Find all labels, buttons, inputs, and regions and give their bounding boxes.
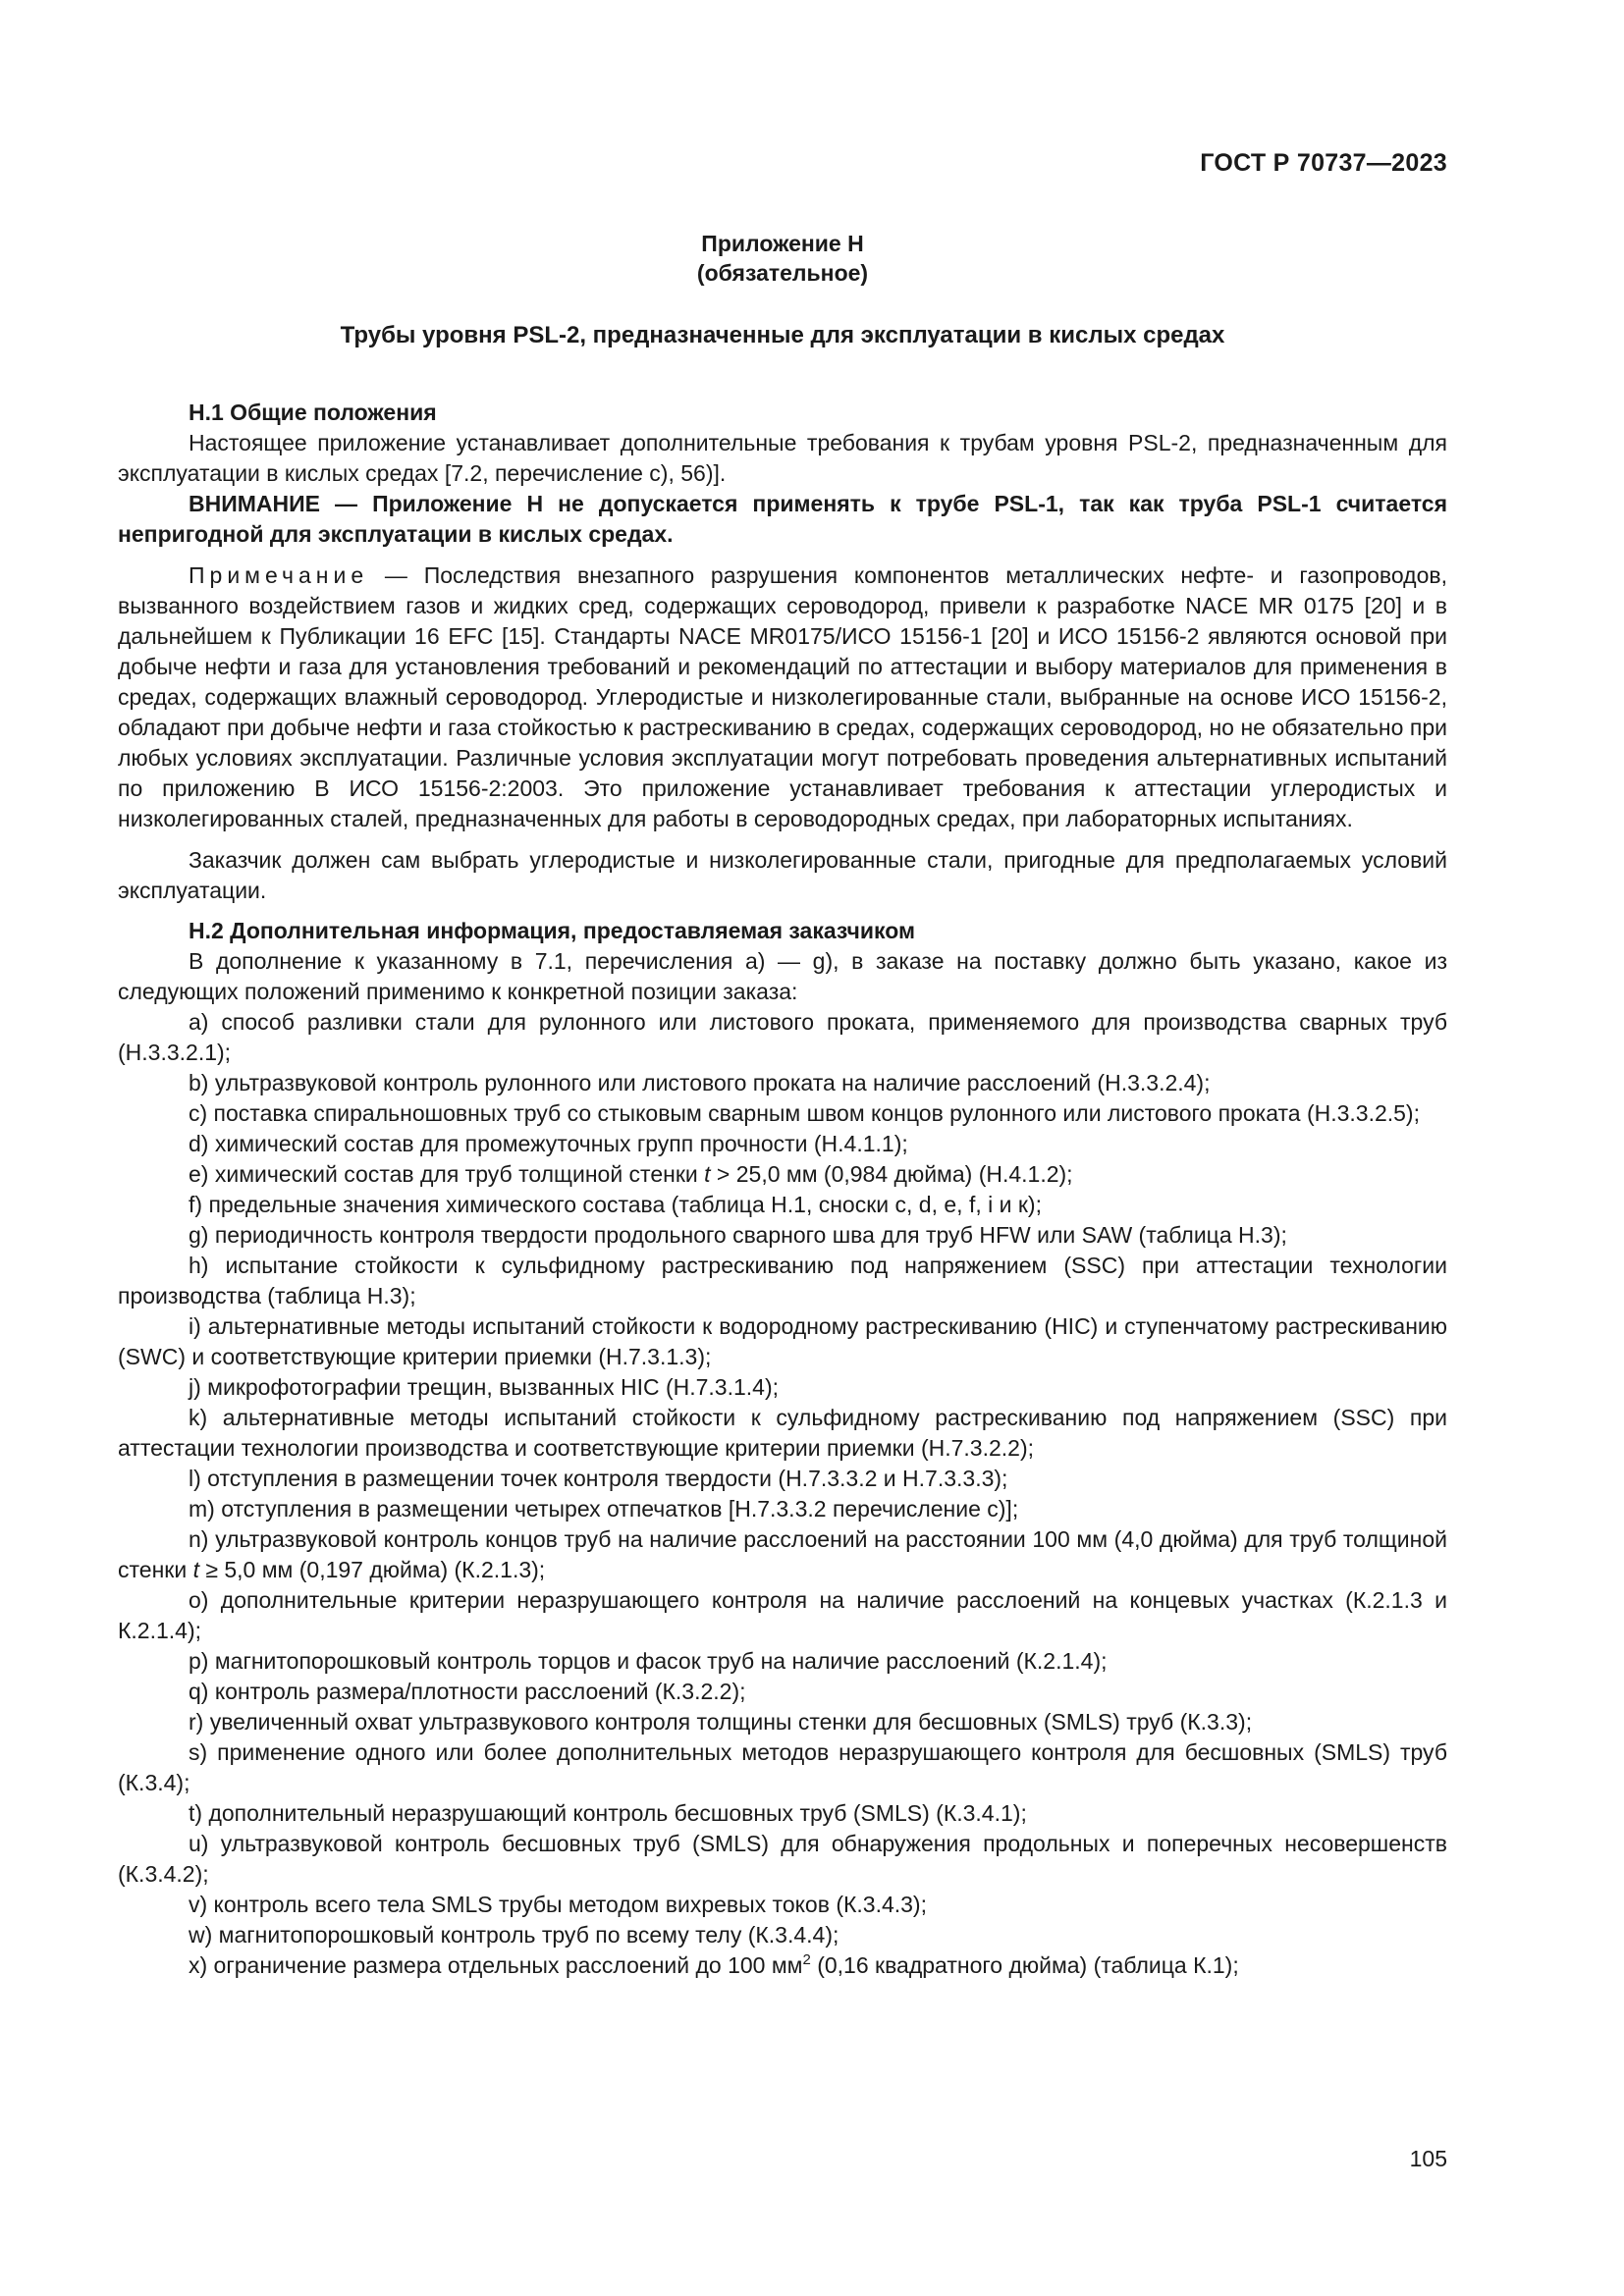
appendix-label: Приложение Н: [701, 231, 864, 256]
list-item-o: о) дополнительные критерии неразрушающего контроля на наличие расслоений на концевых участках (К.2.1.3 и К.2.1.4);: [118, 1587, 1447, 1643]
paragraph-customer-choice: Заказчик должен сам выбрать углеродистые и низколегированные стали, пригодные для предполагаемых условий эксплуатации.: [118, 847, 1447, 903]
appendix-status: (обязательное): [696, 260, 869, 286]
note-text: — Последствия внезапного разрушения компонентов металлических нефте- и газопроводов, вызванного воздействием газов и жидких сред, содержащих сероводород, привели к разработке NACE MR 0175 [20] и в дальнейшем к Публикации 16 EFC [15]. Стандарты NACE MR0175/ИСО 15156-1 [20] и ИСО 15156-2 являются основой при добыче нефти и газа для установления требований и рекомендаций по аттестации и выбору материалов для применения в средах, содержащих влажный сероводород. Углеродистые и низколегированные стали, выбранные на основе ИСО 15156-2, обладают при добыче нефти и газа стойкостью к растрескиванию в средах, содержащих сероводород, но не обязательно при любых условиях эксплуатации. Различные условия эксплуатации могут потребовать проведения альтернативных испытаний по приложению В ИСО 15156-2:2003. Это приложение устанавливает требования к аттестации углеродистых и низколегированных сталей, предназначенных для работы в сероводородных средах, при лабораторных испытаниях.: [118, 562, 1447, 831]
list-item-f: f) предельные значения химического состава (таблица Н.1, сноски с, d, e, f, i и к);: [189, 1192, 1042, 1217]
appendix-heading: [118, 229, 1447, 288]
list-item-n-text-end: ≥ 5,0 мм (0,197 дюйма) (К.2.1.3);: [198, 1557, 546, 1582]
list-item-p: p) магнитопорошковый контроль торцов и фасок труб на наличие расслоений (К.2.1.4);: [189, 1648, 1108, 1674]
list-item-e-text: е) химический состав для труб толщиной стенки: [189, 1161, 705, 1187]
list-item-x-text: х) ограничение размера отдельных расслоений до 100 мм: [189, 1952, 803, 1978]
list-item-e-text-end: > 25,0 мм (0,984 дюйма) (Н.4.1.2);: [710, 1161, 1073, 1187]
warning-paragraph: ВНИМАНИЕ — Приложение Н не допускается применять к трубе PSL-1, так как труба PSL-1 считается непригодной для эксплуатации в кислых средах.: [118, 491, 1447, 547]
list-item-c: c) поставка спиральношовных труб со стыковым сварным швом концов рулонного или листового проката (Н.3.3.2.5);: [189, 1100, 1420, 1126]
note-label: Примечание: [189, 562, 369, 588]
section-heading-h1: Н.1 Общие положения: [189, 400, 437, 425]
list-item-v: v) контроль всего тела SMLS трубы методом вихревых токов (К.3.4.3);: [189, 1892, 927, 1917]
list-item-g: g) периодичность контроля твердости продольного сварного шва для труб HFW или SAW (таблица Н.3);: [189, 1222, 1287, 1248]
list-item-n-text: n) ультразвуковой контроль концов труб на наличие расслоений на расстоянии 100 мм (4,0 дюйма) для труб толщиной стенки: [118, 1526, 1447, 1582]
list-item-b: b) ультразвуковой контроль рулонного или листового проката на наличие расслоений (Н.3.3.2.4);: [189, 1070, 1211, 1095]
list-item-u: u) ультразвуковой контроль бесшовных труб (SMLS) для обнаружения продольных и поперечных несовершенств (К.3.4.2);: [118, 1831, 1447, 1887]
list-item-x: [118, 1950, 1447, 1981]
variable-t: t: [704, 1161, 711, 1187]
superscript-squared: 2: [802, 1951, 811, 1968]
list-item-i: i) альтернативные методы испытаний стойкости к водородному растрескиванию (HIC) и ступенчатому растрескиванию (SWC) и соответствующие критерии приемки (Н.7.3.1.3);: [118, 1313, 1447, 1369]
list-item-h: h) испытание стойкости к сульфидному растрескиванию под напряжением (SSC) при аттестации технологии производства (таблица Н.3);: [118, 1253, 1447, 1308]
document-page: [118, 0, 1447, 2296]
appendix-title: Трубы уровня PSL-2, предназначенные для эксплуатации в кислых средах: [340, 322, 1225, 348]
list-item-q: q) контроль размера/плотности расслоений (К.3.2.2);: [189, 1679, 746, 1704]
list-item-w: w) магнитопорошковый контроль труб по всему телу (К.3.4.4);: [189, 1922, 839, 1948]
list-item-s: s) применение одного или более дополнительных методов неразрушающего контроля для бесшовных (SMLS) труб (К.3.4);: [118, 1739, 1447, 1795]
list-item-d: d) химический состав для промежуточных групп прочности (Н.4.1.1);: [189, 1131, 908, 1156]
list-item-k: k) альтернативные методы испытаний стойкости к сульфидному растрескиванию под напряжением (SSC) при аттестации технологии производства и соответствующие критерии приемки (Н.7.3.2.2);: [118, 1405, 1447, 1461]
list-item-x-text-end: (0,16 квадратного дюйма) (таблица К.1);: [810, 1952, 1239, 1978]
note-paragraph: [118, 561, 1447, 834]
list-item-a: а) способ разливки стали для рулонного или листового проката, применяемого для производства сварных труб (Н.3.3.2.1);: [118, 1009, 1447, 1065]
document-code: ГОСТ Р 70737—2023: [1200, 149, 1447, 177]
list-item-m: m) отступления в размещении четырех отпечатков [Н.7.3.3.2 перечисление с)];: [189, 1496, 1019, 1522]
paragraph-intro: В дополнение к указанному в 7.1, перечисления а) — g), в заказе на поставку должно быть указано, какое из следующих положений применимо к конкретной позиции заказа:: [118, 948, 1447, 1004]
section-heading-h2: Н.2 Дополнительная информация, предоставляемая заказчиком: [189, 918, 915, 943]
list-item-n: [118, 1524, 1447, 1585]
list-item-e: [118, 1159, 1447, 1190]
list-item-t: t) дополнительный неразрушающий контроль бесшовных труб (SMLS) (К.3.4.1);: [189, 1800, 1027, 1826]
document-body: [118, 398, 1447, 1981]
variable-t: t: [192, 1557, 199, 1582]
list-item-r: r) увеличенный охват ультразвукового контроля толщины стенки для бесшовных (SMLS) труб (К.3.3);: [189, 1709, 1253, 1735]
paragraph-scope: Настоящее приложение устанавливает дополнительные требования к трубам уровня PSL-2, предназначенным для эксплуатации в кислых средах [7.2, перечисление с), 56)].: [118, 430, 1447, 486]
page-number: 105: [1409, 2146, 1447, 2171]
list-item-l: l) отступления в размещении точек контроля твердости (Н.7.3.3.2 и Н.7.3.3.3);: [189, 1466, 1008, 1491]
list-item-j: j) микрофотографии трещин, вызванных HIC (Н.7.3.1.4);: [189, 1374, 780, 1400]
